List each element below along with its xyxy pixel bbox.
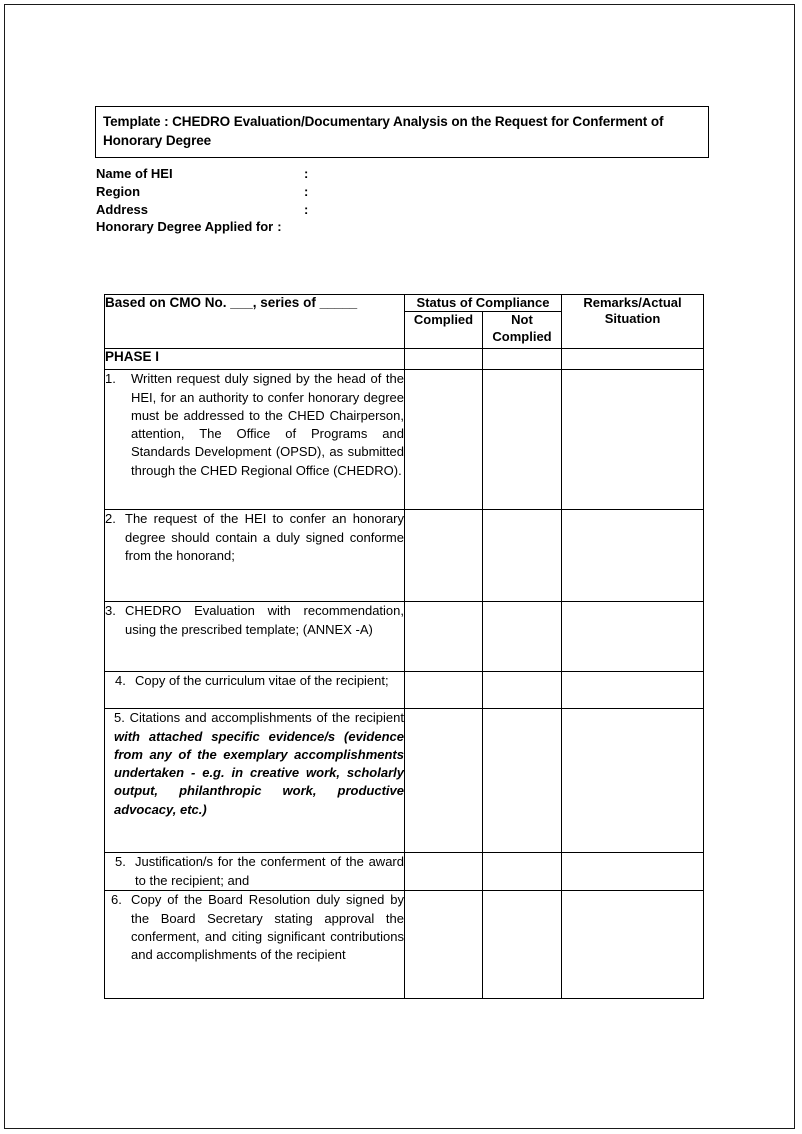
field-colon: : (304, 183, 309, 199)
complied-cell[interactable] (405, 370, 483, 510)
criteria-cell (105, 370, 405, 510)
item-text-plain: Citations and accomplishments of the recipient (129, 710, 404, 726)
remarks-cell[interactable] (562, 510, 704, 602)
item-number: 5. (114, 710, 125, 726)
not-complied-cell[interactable] (483, 891, 562, 999)
item-text: CHEDRO Evaluation with recommendation, using the prescribed template; (ANNEX -A) (125, 603, 404, 637)
page-content (5, 5, 796, 1130)
header-complied: Complied (405, 312, 483, 349)
field-name-of-hei (96, 165, 426, 183)
remarks-cell[interactable] (562, 370, 704, 510)
field-honorary-degree-applied-for (96, 218, 426, 236)
field-label: Name of HEI (96, 166, 173, 181)
criteria-cell (105, 891, 405, 999)
complied-cell[interactable] (405, 672, 483, 709)
header-criteria: Based on CMO No. ___, series of _____ (105, 295, 405, 349)
phase-label: PHASE I (105, 349, 405, 370)
phase-complied-cell[interactable] (405, 349, 483, 370)
table-row (105, 709, 704, 853)
field-address (96, 201, 426, 219)
phase-remarks-cell[interactable] (562, 349, 704, 370)
not-complied-cell[interactable] (483, 709, 562, 853)
criteria-cell (105, 709, 405, 853)
criteria-cell (105, 510, 405, 602)
item-number: 5. (115, 854, 126, 870)
criteria-cell (105, 672, 405, 709)
field-label: Region (96, 183, 141, 199)
field-colon: : (277, 219, 282, 235)
criteria-cell (105, 853, 405, 891)
field-label: Address (96, 201, 149, 217)
table-row (105, 853, 704, 891)
not-complied-cell[interactable] (483, 853, 562, 891)
item-number: 4. (115, 673, 126, 689)
item-number: 3. (105, 603, 116, 619)
complied-cell[interactable] (405, 602, 483, 672)
template-title-box (95, 106, 709, 158)
table-header-row-top (105, 295, 704, 312)
item-text: The request of the HEI to confer an honorary degree should contain a duly signed conforme from the honorand; (125, 511, 404, 563)
remarks-cell[interactable] (562, 672, 704, 709)
item-text: Justification/s for the conferment of the award to the recipient; and (135, 854, 404, 888)
remarks-cell[interactable] (562, 853, 704, 891)
criteria-cell (105, 602, 405, 672)
complied-cell[interactable] (405, 510, 483, 602)
page-title: Template : CHEDRO Evaluation/Documentary Analysis on the Request for Conferment of Honorary Degree (103, 114, 664, 148)
header-status-of-compliance: Status of Compliance (405, 295, 562, 312)
evaluation-table (104, 294, 704, 999)
remarks-cell[interactable] (562, 891, 704, 999)
item-text: Copy of the Board Resolution duly signed by the Board Secretary stating approval the conferment, and citing significant contributions and accomplishments of the recipient (131, 892, 404, 963)
not-complied-cell[interactable] (483, 672, 562, 709)
item-text: Written request duly signed by the head of the HEI, for an authority to confer honorary degree must be addressed to the CHED Chairperson, attention, The Office of Programs and Standards Development (OPSD), as submitted through the CHED Regional Office (CHEDRO). (131, 371, 404, 478)
complied-cell[interactable] (405, 709, 483, 853)
item-number: 1. (105, 371, 116, 387)
item-text: Copy of the curriculum vitae of the recipient; (135, 673, 389, 689)
field-colon: : (304, 166, 309, 181)
table-row (105, 602, 704, 672)
field-label: Honorary Degree Applied for (96, 219, 274, 235)
complied-cell[interactable] (405, 853, 483, 891)
phase-not-complied-cell[interactable] (483, 349, 562, 370)
complied-cell[interactable] (405, 891, 483, 999)
not-complied-cell[interactable] (483, 370, 562, 510)
table-row-phase-heading (105, 349, 704, 370)
header-fields (96, 165, 426, 236)
remarks-cell[interactable] (562, 602, 704, 672)
table-row (105, 510, 704, 602)
not-complied-cell[interactable] (483, 510, 562, 602)
header-remarks-actual-situation: Remarks/Actual Situation (562, 295, 704, 349)
item-number: 6. (111, 892, 122, 908)
table-row (105, 370, 704, 510)
document-page (4, 4, 795, 1129)
not-complied-cell[interactable] (483, 602, 562, 672)
field-colon: : (304, 201, 309, 217)
field-region (96, 183, 426, 201)
table-row (105, 891, 704, 999)
item-number: 2. (105, 511, 116, 527)
remarks-cell[interactable] (562, 709, 704, 853)
table-row (105, 672, 704, 709)
header-not-complied: Not Complied (483, 312, 562, 349)
item-text-emphasis: with attached specific evidence/s (evidence from any of the exemplary accomplishments undertaken - e.g. in creative work, scholarly output, philanthropic work, productive advocacy, etc.) (114, 728, 404, 817)
